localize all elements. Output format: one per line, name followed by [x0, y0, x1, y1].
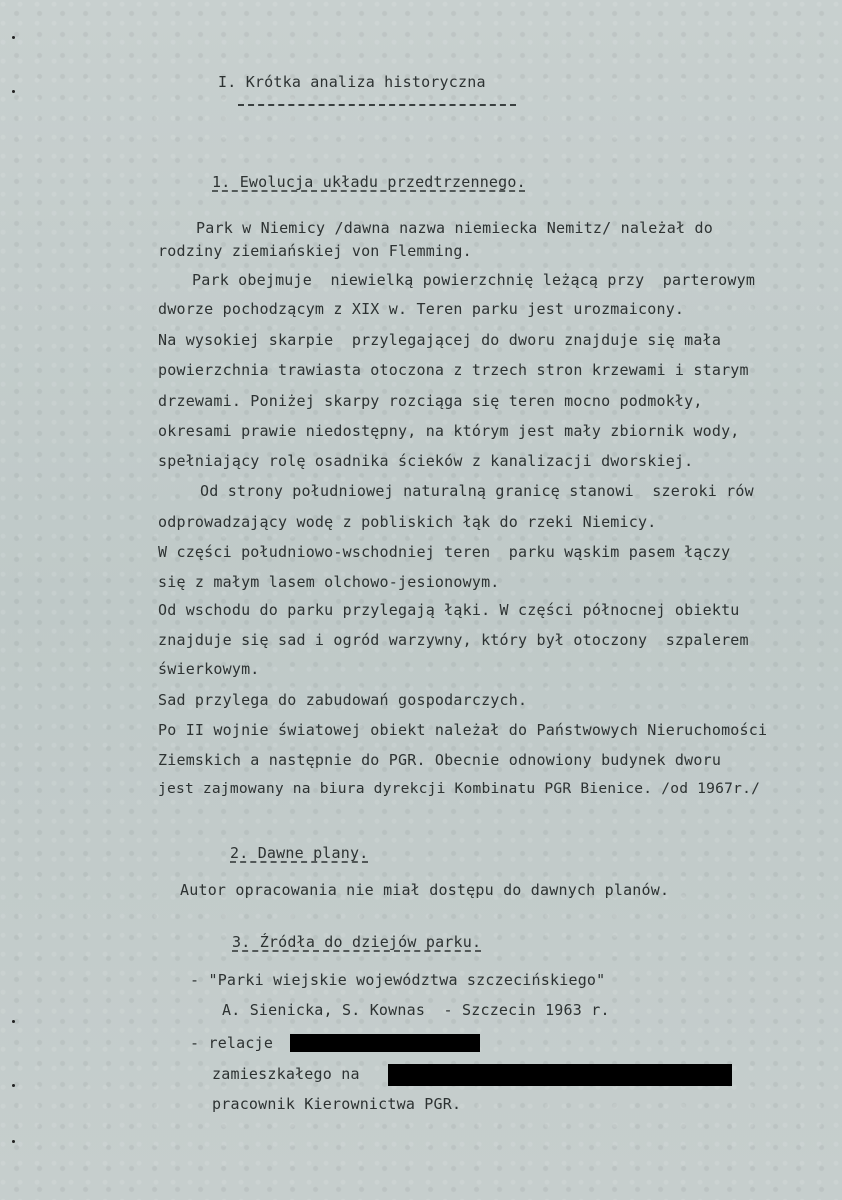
section-1-heading: 1. Ewolucja układu przedtrzennego. [212, 173, 526, 191]
margin-dot [12, 1140, 15, 1143]
paragraph-1-line: rodziny ziemiańskiej von Flemming. [158, 242, 472, 260]
paragraph-1-line: Park w Niemicy /dawna nazwa niemiecka Nemitz/ należał do [196, 219, 713, 237]
paragraph-2-line: Park obejmuje niewielką powierzchnię leżącą przy parterowym [192, 271, 756, 289]
source-2-line-3: pracownik Kierownictwa PGR. [212, 1095, 462, 1113]
paragraph-2-line: spełniający rolę osadnika ścieków z kanalizacji dworskiej. [158, 452, 694, 470]
document-title: I. Krótka analiza historyczna [218, 73, 486, 91]
paragraph-2-line: dworze pochodzącym z XIX w. Teren parku jest urozmaicony. [158, 300, 685, 318]
source-2-line-2: zamieszkałego na [212, 1065, 360, 1083]
paragraph-3-line: Od wschodu do parku przylegają łąki. W części północnej obiektu [158, 601, 740, 619]
paragraph-3-line: W części południowo-wschodniej teren parku wąskim pasem łączy [158, 543, 731, 561]
paragraph-2-line: okresami prawie niedostępny, na którym jest mały zbiornik wody, [158, 422, 740, 440]
source-1-line-2: A. Sienicka, S. Kownas - Szczecin 1963 r. [222, 1001, 610, 1019]
section-2-text: Autor opracowania nie miał dostępu do dawnych planów. [180, 881, 670, 899]
redaction-bar [388, 1064, 732, 1086]
paragraph-2-line: Na wysokiej skarpie przylegającej do dworu znajduje się mała [158, 331, 722, 349]
paragraph-3-line: jest zajmowany na biura dyrekcji Kombinatu PGR Bienice. /od 1967r./ [158, 780, 761, 797]
paragraph-3-line: Od strony południowej naturalną granicę stanowi szeroki rów [200, 482, 754, 500]
paragraph-3-line: świerkowym. [158, 660, 260, 678]
paragraph-3-line: Ziemskich a następnie do PGR. Obecnie odnowiony budynek dworu [158, 751, 722, 769]
margin-dot [12, 1084, 15, 1087]
title-underline [238, 104, 516, 106]
paragraph-2-line: drzewami. Poniżej skarpy rozciąga się teren mocno podmokły, [158, 392, 703, 410]
source-1-line-1: - "Parki wiejskie województwa szczecińskiego" [190, 971, 606, 989]
paragraph-3-line: się z małym lasem olchowo-jesionowym. [158, 573, 500, 591]
margin-dot [12, 1020, 15, 1023]
paragraph-3-line: znajduje się sad i ogród warzywny, który był otoczony szpalerem [158, 631, 749, 649]
paragraph-2-line: powierzchnia trawiasta otoczona z trzech stron krzewami i starym [158, 361, 749, 379]
source-2-line-1: - relacje [190, 1034, 274, 1052]
paragraph-3-line: Sad przylega do zabudowań gospodarczych. [158, 691, 528, 709]
margin-dot [12, 90, 15, 93]
paragraph-3-line: odprowadzający wodę z pobliskich łąk do rzeki Niemicy. [158, 513, 657, 531]
paragraph-3-line: Po II wojnie światowej obiekt należał do Państwowych Nieruchomości [158, 721, 768, 739]
section-3-heading: 3. Źródła do dziejów parku. [232, 933, 482, 951]
redaction-bar [290, 1034, 480, 1052]
margin-dot [12, 36, 15, 39]
section-2-heading: 2. Dawne plany. [230, 844, 369, 862]
